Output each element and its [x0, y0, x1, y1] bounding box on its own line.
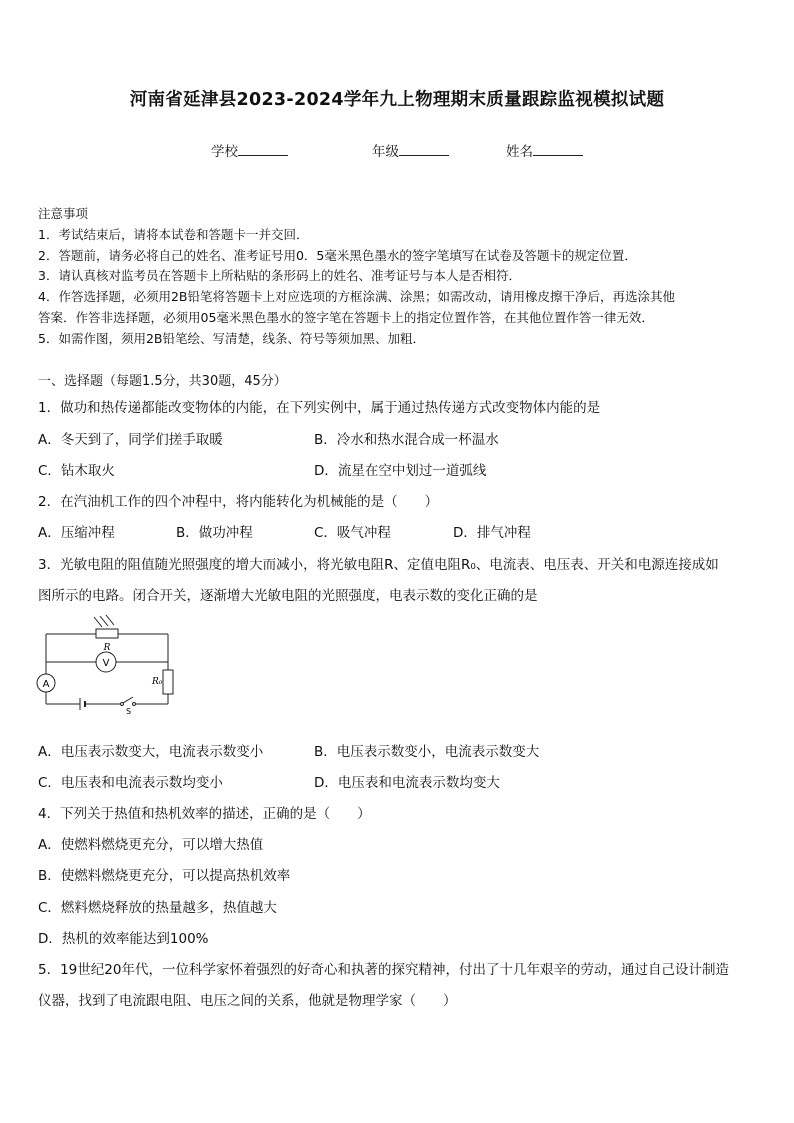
name-blank[interactable]	[533, 143, 583, 156]
q2-option-b[interactable]: B．做功冲程	[176, 525, 253, 541]
q3-option-b[interactable]: B．电压表示数变小，电流表示数变大	[314, 744, 540, 760]
q3-option-a[interactable]: A．电压表示数变大，电流表示数变小	[38, 744, 264, 760]
q4-option-b[interactable]: B．使燃料燃烧更充分，可以提高热机效率	[38, 868, 291, 884]
notice-heading: 注意事项	[38, 206, 89, 221]
question-5-stem-line1: 5．19世纪20年代，一位科学家怀着强烈的好奇心和执著的探究精神，付出了十几年艰辛的劳动，通过自己设计制造	[38, 962, 729, 978]
notice-item: 答案．作答非选择题，必须用05毫米黑色墨水的签字笔在答题卡上的指定位置作答，在其他位置作答一律无效．	[38, 310, 654, 325]
q1-option-a[interactable]: A．冬天到了，同学们搓手取暖	[38, 432, 223, 448]
question-2-stem: 2．在汽油机工作的四个冲程中，将内能转化为机械能的是（ ）	[38, 494, 439, 510]
light-arrow	[100, 616, 108, 626]
label-a: A	[42, 679, 50, 690]
q4-option-a[interactable]: A．使燃料燃烧更充分，可以增大热值	[38, 837, 264, 853]
grade-blank[interactable]	[399, 143, 449, 156]
switch-lever	[123, 697, 133, 703]
school-label: 学校	[211, 144, 238, 160]
circuit-diagram	[34, 612, 184, 716]
q4-option-c[interactable]: C．燃料燃烧释放的热量越多，热值越大	[38, 900, 277, 916]
q1-option-c[interactable]: C．钻木取火	[38, 463, 115, 479]
question-5-stem-line2: 仪器，找到了电流跟电阻、电压之间的关系，他就是物理学家（ ）	[38, 993, 457, 1009]
notice-item: 3．请认真核对监考员在答题卡上所粘贴的条形码上的姓名、准考证号与本人是否相符．	[38, 268, 521, 283]
name-field	[506, 140, 583, 160]
q2-option-c[interactable]: C．吸气冲程	[314, 525, 391, 541]
label-r: R	[103, 643, 111, 653]
question-4-stem: 4．下列关于热值和热机效率的描述，正确的是（ ）	[38, 806, 371, 822]
label-s: S	[126, 707, 132, 716]
q1-option-b[interactable]: B．冷水和热水混合成一杯温水	[314, 432, 499, 448]
q2-option-a[interactable]: A．压缩冲程	[38, 525, 115, 541]
photoresistor-symbol	[96, 629, 118, 638]
q3-option-d[interactable]: D．电压表和电流表示数均变大	[314, 775, 500, 791]
fixed-resistor-symbol	[163, 670, 173, 694]
switch-contact	[133, 703, 136, 706]
grade-field	[372, 140, 449, 160]
section-heading: 一、选择题（每题1.5分，共30题，45分）	[38, 374, 287, 389]
school-field	[211, 140, 288, 160]
label-v: V	[102, 658, 110, 669]
q1-option-d[interactable]: D．流星在空中划过一道弧线	[314, 463, 487, 479]
exam-title: 河南省延津县2023-2024学年九上物理期末质量跟踪监视模拟试题	[129, 90, 665, 110]
q3-option-c[interactable]: C．电压表和电流表示数均变小	[38, 775, 223, 791]
name-label: 姓名	[506, 144, 533, 160]
q2-option-d[interactable]: D．排气冲程	[453, 525, 531, 541]
notice-item: 1．考试结束后，请将本试卷和答题卡一并交回．	[38, 227, 309, 242]
grade-label: 年级	[372, 144, 399, 160]
notice-item: 5．如需作图，须用2B铅笔绘、写清楚，线条、符号等须加黑、加粗．	[38, 331, 425, 346]
notice-item: 4．作答选择题，必须用2B铅笔将答题卡上对应选项的方框涂满、涂黑；如需改动，请用橡皮擦干净后，再选涂其他	[38, 289, 675, 304]
light-arrow	[94, 617, 102, 627]
school-blank[interactable]	[238, 143, 288, 156]
question-1-stem: 1．做功和热传递都能改变物体的内能，在下列实例中，属于通过热传递方式改变物体内能的是	[38, 400, 601, 416]
light-arrow	[106, 615, 114, 625]
notice-item: 2．答题前，请务必将自己的姓名、准考证号用0．5毫米黑色墨水的签字笔填写在试卷及答题卡的规定位置．	[38, 248, 637, 263]
question-3-stem-line2: 图所示的电路。闭合开关，逐渐增大光敏电阻的光照强度，电表示数的变化正确的是	[38, 588, 538, 604]
q4-option-d[interactable]: D．热机的效率能达到100%	[38, 931, 209, 947]
label-r0: R₀	[152, 677, 163, 687]
question-3-stem-line1: 3．光敏电阻的阻值随光照强度的增大而减小，将光敏电阻R、定值电阻R₀、电流表、电压表、开关和电源连接成如	[38, 557, 719, 573]
